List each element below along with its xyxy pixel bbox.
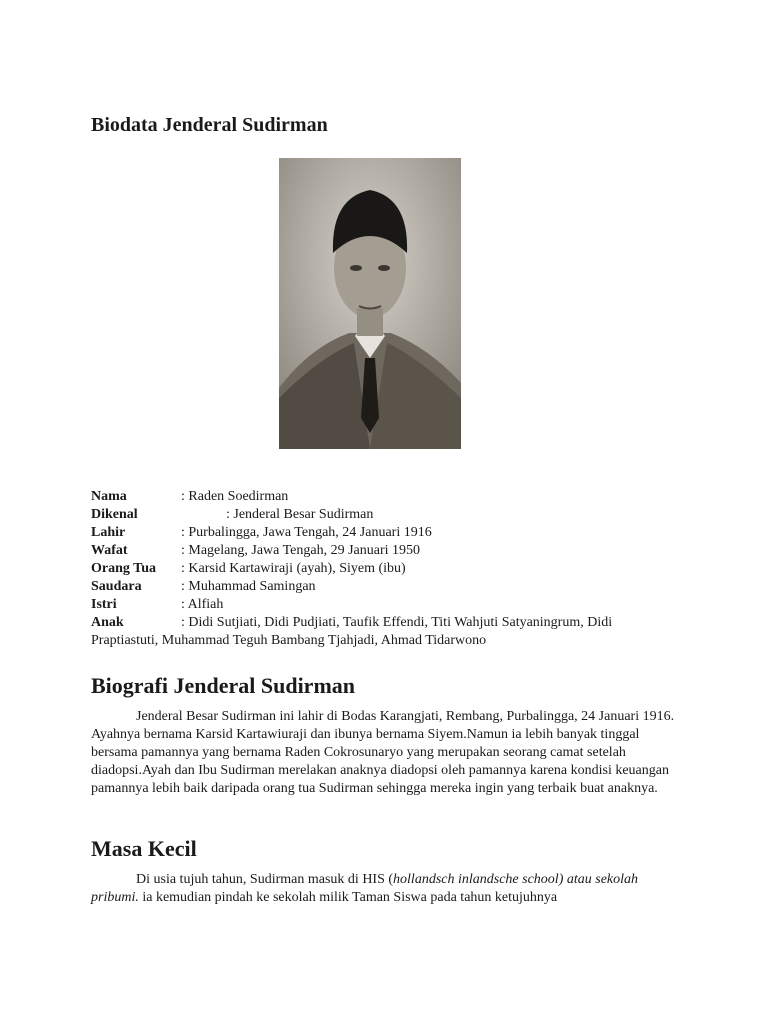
label: Wafat	[91, 543, 128, 558]
value: : Alfiah	[181, 597, 224, 612]
label: Anak	[91, 615, 124, 630]
biodata-row-orang-tua	[91, 560, 681, 578]
biografi-heading: Biografi Jenderal Sudirman	[91, 673, 356, 698]
anak-continued: Praptiastuti, Muhammad Teguh Bambang Tjahjadi, Ahmad Tidarwono	[91, 633, 487, 648]
italic-text: hollandsch inlandsche school) atau sekolah pribumi.	[91, 872, 639, 905]
biodata-row-lahir	[91, 524, 681, 542]
biodata-list	[91, 488, 681, 650]
biodata-row-anak	[91, 614, 681, 632]
label: Istri	[91, 597, 117, 612]
text: ia kemudian pindah ke sekolah milik Taman Siswa pada tahun ketujuhnya	[138, 890, 558, 905]
label: Lahir	[91, 525, 126, 540]
value: : Muhammad Samingan	[181, 579, 316, 594]
label: Orang Tua	[91, 561, 156, 576]
label: Dikenal	[91, 507, 138, 522]
text: Di usia tujuh tahun, Sudirman masuk di HIS (	[136, 872, 394, 887]
biodata-row-nama	[91, 488, 681, 506]
biodata-row-dikenal	[91, 506, 681, 524]
masa-kecil-heading: Masa Kecil	[91, 836, 197, 861]
value: : Jenderal Besar Sudirman	[226, 507, 374, 522]
value: : Didi Sutjiati, Didi Pudjiati, Taufik Effendi, Titi Wahjuti Satyaningrum, Didi	[181, 615, 613, 630]
label: Nama	[91, 489, 127, 504]
value: : Karsid Kartawiraji (ayah), Siyem (ibu)	[181, 561, 406, 576]
biodata-row-istri	[91, 596, 681, 614]
biografi-paragraph: Jenderal Besar Sudirman ini lahir di Bodas Karangjati, Rembang, Purbalingga, 24 Januari 1916. Ayahnya bernama Karsid Kartawiuraji dan ibunya bernama Siyem.Namun ia lebih banyak tinggal bersama pamannya yang bernama Raden Cokrosunaryo yang merupakan seorang camat setelah diadopsi.Ayah dan Ibu Sudirman merelakan anaknya diadopsi oleh pamannya karena kondisi keuangan pamannya lebih baik daripada orang tua Sudirman sehingga mereka ingin yang terbaik buat anaknya.	[91, 709, 675, 796]
masa-kecil-paragraph	[91, 871, 679, 907]
value: : Raden Soedirman	[181, 489, 289, 504]
value: : Purbalingga, Jawa Tengah, 24 Januari 1916	[181, 525, 432, 540]
value: : Magelang, Jawa Tengah, 29 Januari 1950	[181, 543, 421, 558]
portrait-icon	[279, 158, 461, 449]
biodata-row-wafat	[91, 542, 681, 560]
portrait-photo	[279, 158, 461, 449]
page-title: Biodata Jenderal Sudirman	[91, 114, 328, 136]
biodata-row-saudara	[91, 578, 681, 596]
label: Saudara	[91, 579, 142, 594]
